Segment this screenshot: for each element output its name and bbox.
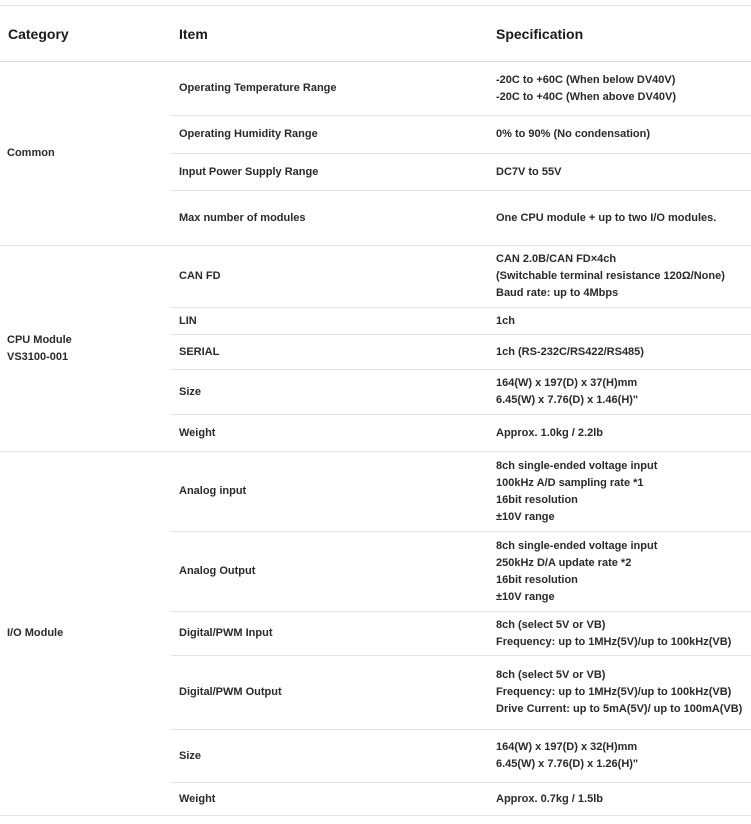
specification-cell	[488, 335, 751, 370]
specification-cell	[488, 191, 751, 246]
specification-line: Frequency: up to 1MHz(5V)/up to 100kHz(VB)	[496, 635, 732, 648]
category-label: CPU Module	[7, 333, 72, 346]
specification-line: 8ch single-ended voltage input	[496, 459, 658, 472]
category-label: I/O Module	[7, 627, 64, 639]
specification-cell	[488, 452, 751, 532]
specification-line: 164(W) x 197(D) x 32(H)mm	[496, 741, 638, 753]
specification-cell	[488, 612, 751, 656]
item-cell: Size	[171, 730, 488, 783]
specification-line: -20C to +60C (When below DV40V)	[496, 73, 676, 86]
item-cell: Operating Humidity Range	[171, 116, 488, 154]
table-row	[0, 246, 751, 308]
item-cell: Max number of modules	[171, 191, 488, 246]
specification-cell	[488, 370, 751, 415]
category-cell	[0, 452, 171, 816]
specification-cell	[488, 532, 751, 612]
specification-line: 16bit resolution	[496, 573, 578, 586]
specification-cell	[488, 730, 751, 783]
specification-line: 6.45(W) x 7.76(D) x 1.46(H)"	[496, 394, 639, 406]
specification-line: 0% to 90% (No condensation)	[496, 128, 651, 140]
specification-line: 16bit resolution	[496, 493, 578, 506]
item-cell: Size	[171, 370, 488, 415]
specification-line: 164(W) x 197(D) x 37(H)mm	[496, 377, 638, 389]
column-header-category: Category	[0, 6, 171, 62]
specification-line: 1ch (RS-232C/RS422/RS485)	[496, 345, 644, 358]
specification-line: One CPU module + up to two I/O modules.	[496, 211, 717, 224]
specification-cell	[488, 116, 751, 154]
table-row	[0, 62, 751, 116]
item-cell: LIN	[171, 308, 488, 335]
column-header-specification: Specification	[488, 6, 751, 62]
specification-line: Approx. 1.0kg / 2.2lb	[496, 426, 603, 439]
item-cell: Digital/PWM Output	[171, 656, 488, 730]
specification-line: ±10V range	[496, 590, 555, 603]
item-cell: CAN FD	[171, 246, 488, 308]
item-cell: Input Power Supply Range	[171, 154, 488, 191]
specification-table	[0, 5, 751, 816]
specification-line: 8ch (select 5V or VB)	[496, 669, 606, 681]
item-cell: Weight	[171, 415, 488, 452]
specification-line: ±10V range	[496, 510, 555, 523]
specification-cell	[488, 308, 751, 335]
specification-line: Baud rate: up to 4Mbps	[496, 287, 619, 299]
specification-cell	[488, 783, 751, 816]
specification-line: (Switchable terminal resistance 120Ω/None)	[496, 270, 725, 282]
category-cell	[0, 246, 171, 452]
specification-line: Frequency: up to 1MHz(5V)/up to 100kHz(VB)	[496, 686, 732, 698]
specification-line: 100kHz A/D sampling rate *1	[496, 476, 644, 489]
specification-cell	[488, 154, 751, 191]
item-cell: Analog input	[171, 452, 488, 532]
specification-line: 8ch (select 5V or VB)	[496, 618, 606, 631]
category-label: Common	[7, 147, 55, 159]
specification-line: -20C to +40C (When above DV40V)	[496, 90, 677, 103]
item-cell: Digital/PWM Input	[171, 612, 488, 656]
specification-line: DC7V to 55V	[496, 165, 562, 178]
item-cell: Operating Temperature Range	[171, 62, 488, 116]
specification-line: 250kHz D/A update rate *2	[496, 556, 632, 569]
specification-line: Drive Current: up to 5mA(5V)/ up to 100mA(VB)	[496, 703, 743, 715]
item-cell: Weight	[171, 783, 488, 816]
specification-line: CAN 2.0B/CAN FD×4ch	[496, 253, 617, 265]
specification-line: 8ch single-ended voltage input	[496, 539, 658, 552]
table-body	[0, 62, 751, 816]
item-cell: SERIAL	[171, 335, 488, 370]
specification-cell	[488, 656, 751, 730]
category-cell	[0, 62, 171, 246]
category-label: VS3100-001	[7, 350, 69, 363]
item-cell: Analog Output	[171, 532, 488, 612]
column-header-item: Item	[171, 6, 488, 62]
specification-line: 6.45(W) x 7.76(D) x 1.26(H)"	[496, 758, 639, 770]
specification-cell	[488, 415, 751, 452]
table-row	[0, 452, 751, 532]
specification-line: Approx. 0.7kg / 1.5lb	[496, 792, 603, 805]
specification-cell	[488, 246, 751, 308]
specification-cell	[488, 62, 751, 116]
table-header-row	[0, 6, 751, 62]
specification-line: 1ch	[496, 314, 515, 327]
